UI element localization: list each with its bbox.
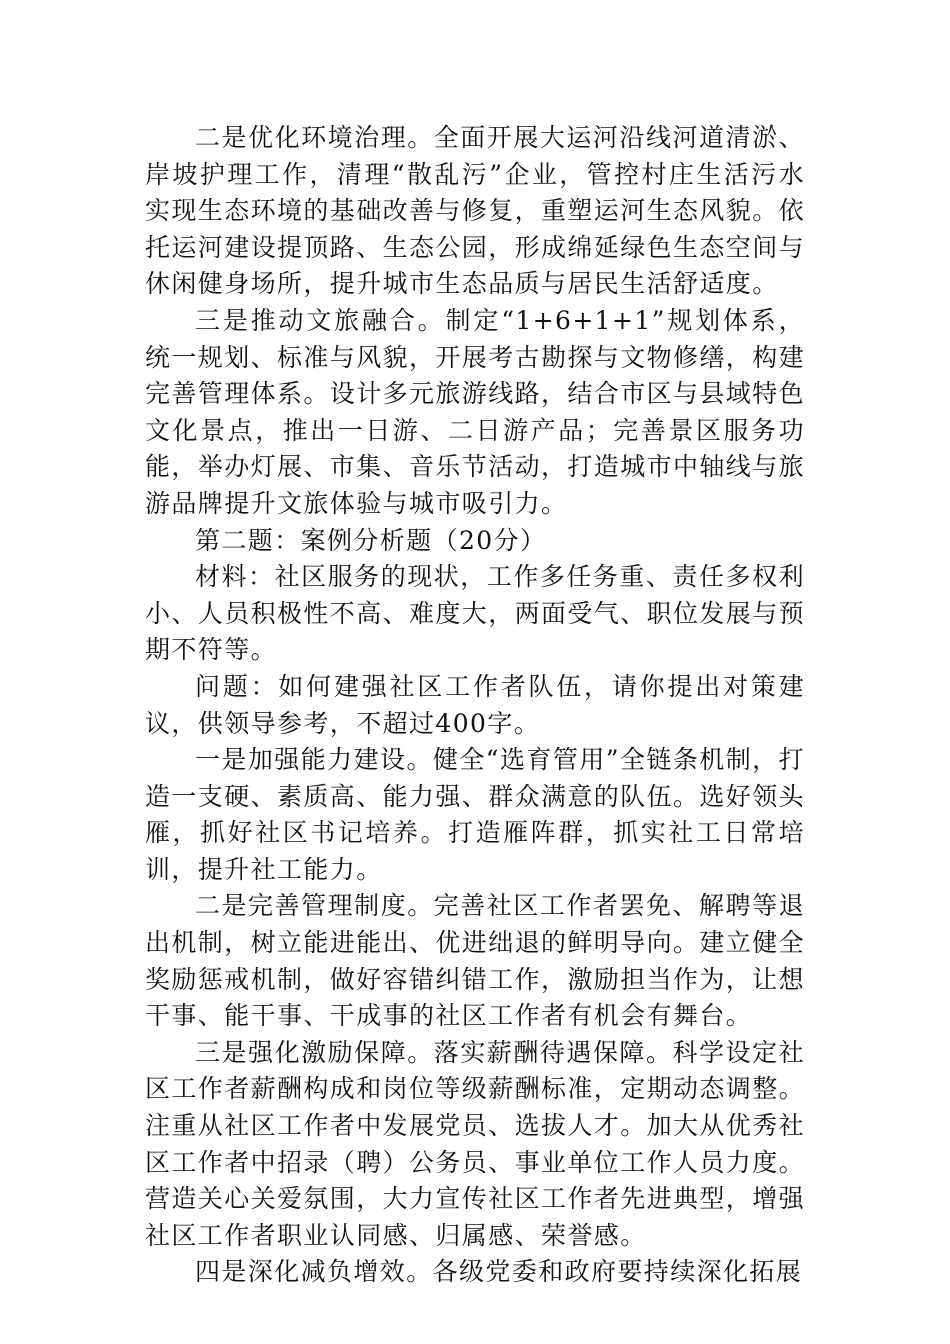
paragraph-question: 问题：如何建强社区工作者队伍，请你提出对策建议，供领导参考，不超过400字。 (145, 671, 805, 738)
paragraph-material: 材料：社区服务的现状，工作多任务重、责任多权利小、人员积极性不高、难度大，两面受气、职位发展与预期不符等。 (145, 562, 806, 665)
paragraph-culture-tourism: 三是推动文旅融合。制定“1+6+1+1”规划体系，统一规划、标准与风貌，开展考古勘探与文物修缮，构建完善管理体系。设计多元旅游线路，结合市区与县域特色文化景点，推出一日游、二日游产品；完善景区服务功能，举办灯展、市集、音乐节活动，打造城市中轴线与旅游品牌提升文旅体验与城市吸引力。 (145, 305, 806, 518)
paragraph-management-system: 二是完善管理制度。完善社区工作者罢免、解聘等退出机制，树立能进能出、优进绌退的鲜明导向。建立健全奖励惩戒机制，做好容错纠错工作，激励担当作为，让想干事、能干事、干成事的社区工作者有机会有舞台。 (145, 891, 806, 1031)
paragraph-burden-reduction: 四是深化减负增效。各级党委和政府要持续深化拓展 (195, 1257, 803, 1287)
paragraph-incentive-guarantee: 三是强化激励保障。落实薪酬待遇保障。科学设定社区工作者薪酬构成和岗位等级薪酬标准，定期动态调整。注重从社区工作者中发展党员、选拔人才。加大从优秀社区工作者中招录（聘）公务员、事业单位工作人员力度。营造关心关爱氛围，大力宣传社区工作者先进典型，增强社区工作者职业认同感、归属感、荣誉感。 (145, 1037, 806, 1250)
document-body (145, 120, 805, 1291)
paragraph-capacity-building: 一是加强能力建设。健全“选育管用”全链条机制，打造一支硬、素质高、能力强、群众满意的队伍。选好领头雁，抓好社区书记培养。打造雁阵群，抓实社工日常培训，提升社工能力。 (145, 745, 806, 884)
paragraph-environment-governance: 二是优化环境治理。全面开展大运河沿线河道清淤、岸坡护理工作，清理“散乱污”企业，管控村庄生活污水实现生态环境的基础改善与修复，重塑运河生态风貌。依托运河建设提顶路、生态公园，形成绵延绿色生态空间与休闲健身场所，提升城市生态品质与居民生活舒适度。 (145, 123, 806, 299)
question-heading: 第二题：案例分析题（20分） (195, 525, 547, 555)
